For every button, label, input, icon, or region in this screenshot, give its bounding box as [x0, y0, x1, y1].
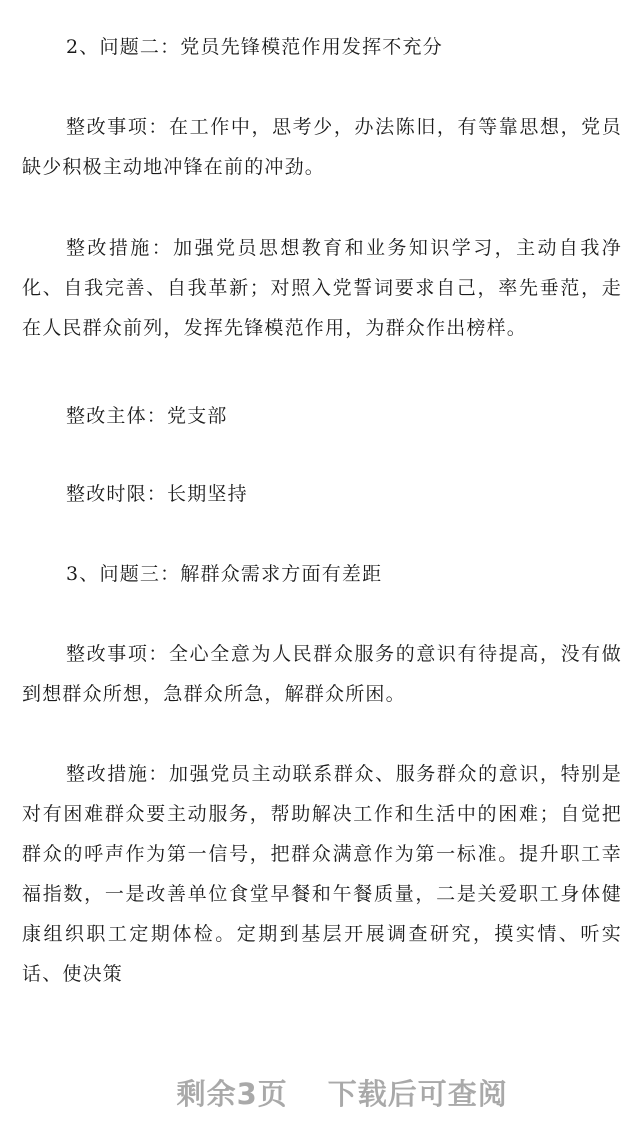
section-heading-problem-2: 2、问题二：党员先锋模范作用发挥不充分: [66, 36, 443, 58]
rectification-item-paragraph: 整改事项：在工作中，思考少，办法陈旧，有等靠思想，党员缺少积极主动地冲锋在前的冲劲。: [22, 116, 622, 178]
rectification-measures-paragraph: 整改措施：加强党员思想教育和业务知识学习，主动自我净化、自我完善、自我革新；对照入党誓词要求自己，率先垂范，走在人民群众前列，发挥先锋模范作用，为群众作出榜样。: [22, 237, 622, 339]
download-to-view-text: 下载后可查阅: [327, 1077, 508, 1111]
rectification-measures-paragraph: 整改措施：加强党员主动联系群众、服务群众的意识，特别是对有困难群众要主动服务，帮助解决工作和生活中的困难；自觉把群众的呼声作为第一信号，把群众满意作为第一标准。提升职工幸福指数，一是改善单位食堂早餐和午餐质量，二是关爱职工身体健康组织职工定期体检。定期到基层开展调查研究，摸实情、听实话、使决策: [22, 763, 622, 985]
rectification-item-paragraph: 整改事项：全心全意为人民群众服务的意识有待提高，没有做到想群众所想，急群众所急，解群众所困。: [22, 643, 622, 705]
download-prompt[interactable]: [0, 1038, 640, 1147]
rectification-deadline-paragraph: 整改时限：长期坚持: [66, 483, 248, 505]
rectification-subject-paragraph: 整改主体：党支部: [66, 405, 228, 427]
section-heading-problem-3: 3、问题三：解群众需求方面有差距: [66, 563, 383, 585]
remaining-pages-text: 剩余3页: [176, 1077, 288, 1111]
